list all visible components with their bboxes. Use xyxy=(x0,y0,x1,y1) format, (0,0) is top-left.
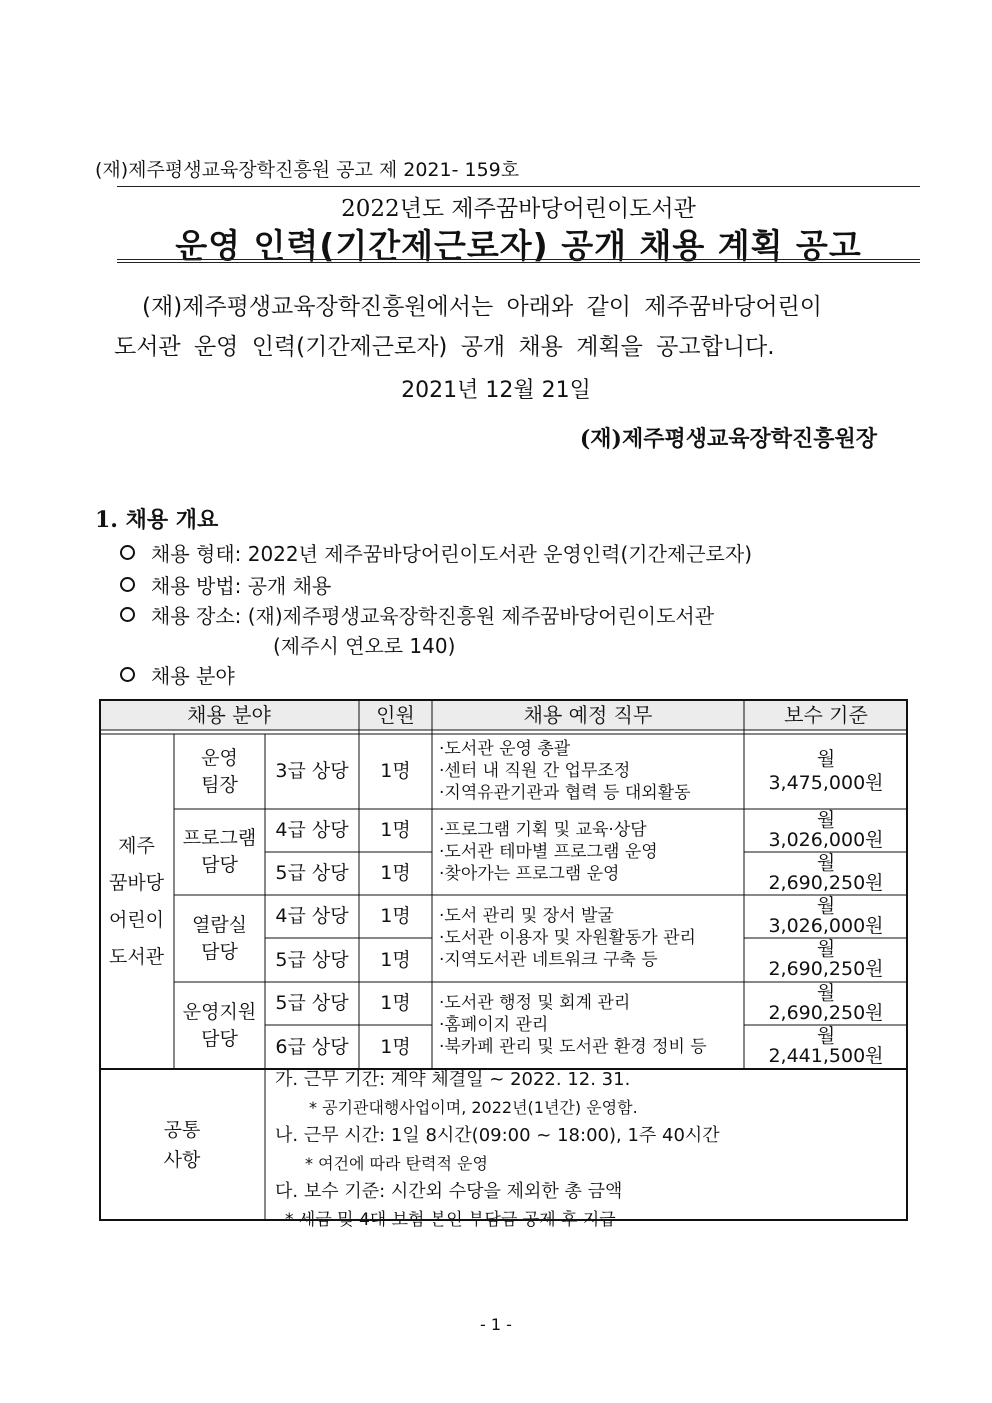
common-terms xyxy=(275,1066,720,1234)
role-line: 담당 xyxy=(201,940,238,963)
pay-amount: 3,026,000원 xyxy=(768,914,884,937)
pay-unit: 월 xyxy=(816,981,836,1004)
role-program xyxy=(174,809,265,895)
circle-bullet-icon xyxy=(120,667,135,682)
duty-line: ·찾아가는 프로그램 운영 xyxy=(439,864,620,884)
bullet-text: 채용 분야 xyxy=(151,664,235,688)
pay-amount: 3,475,000원 xyxy=(768,771,884,794)
org-line: 제주 xyxy=(118,834,155,857)
common-label-line: 공통 xyxy=(163,1119,201,1141)
pay-unit: 월 xyxy=(816,747,836,770)
duty-line: ·도서 관리 및 장서 발굴 xyxy=(439,906,614,926)
count-cell: 1명 xyxy=(380,992,411,1015)
org-line: 도서관 xyxy=(108,945,165,968)
bullet-employment-method xyxy=(120,570,331,599)
signer: (재)제주평생교육장학진흥원장 xyxy=(579,426,877,452)
pay-cell xyxy=(744,982,908,1025)
grade-cell: 5급 상당 xyxy=(275,948,349,971)
bullet-employment-place xyxy=(120,600,714,629)
pay-cell xyxy=(744,1025,908,1069)
common-label xyxy=(99,1069,265,1221)
pay-amount: 2,690,250원 xyxy=(768,871,884,894)
title-line-1: 2022년도 제주꿈바당어린이도서관 xyxy=(341,196,696,222)
duties-reading-room xyxy=(439,905,696,971)
term-line: 다. 보수 기준: 시간외 수당을 제외한 총 금액 xyxy=(275,1181,623,1202)
role-line: 운영지원 xyxy=(182,1000,257,1023)
duty-line: ·도서관 이용자 및 자원활동가 관리 xyxy=(439,928,696,948)
common-label-line: 사항 xyxy=(163,1149,201,1171)
bullet-text: 채용 형태: 2022년 제주꿈바당어린이도서관 운영인력(기간제근로자) xyxy=(151,542,752,566)
intro-line-2: 도서관 운영 인력(기간제근로자) 공개 채용 계획을 공고합니다. xyxy=(114,334,775,360)
pay-unit: 월 xyxy=(816,851,836,874)
duty-line: ·북카페 관리 및 도서관 환경 정비 등 xyxy=(439,1037,707,1057)
title-rule-top xyxy=(117,186,920,187)
title-rule-bottom xyxy=(117,259,920,263)
org-line: 꿈바당 xyxy=(108,871,165,894)
role-line: 담당 xyxy=(201,854,238,876)
bullet-text: 채용 방법: 공개 채용 xyxy=(151,574,332,598)
title-line-2: 운영 인력(기간제근로자) 공개 채용 계획 공고 xyxy=(175,226,862,265)
pay-cell xyxy=(744,852,908,895)
recruitment-table xyxy=(99,699,908,1230)
pay-unit: 월 xyxy=(816,938,836,961)
role-team-lead xyxy=(174,734,265,809)
pay-unit: 월 xyxy=(816,894,836,917)
announcement-date: 2021년 12월 21일 xyxy=(401,378,591,403)
role-line: 프로그램 xyxy=(182,827,257,850)
count-cell: 1명 xyxy=(380,905,411,928)
duty-line: ·프로그램 기획 및 교육·상담 xyxy=(439,820,647,840)
bullet-employment-type xyxy=(120,538,752,567)
pay-unit: 월 xyxy=(816,1025,836,1048)
pay-cell xyxy=(744,734,908,809)
pay-amount: 2,690,250원 xyxy=(768,1001,884,1024)
term-note: * 여건에 따라 탄력적 운영 xyxy=(305,1154,488,1173)
pay-cell xyxy=(744,809,908,852)
circle-bullet-icon xyxy=(120,545,135,560)
grade-cell: 6급 상당 xyxy=(275,1035,349,1058)
header-count: 인원 xyxy=(376,702,415,727)
duty-line: ·홈페이지 관리 xyxy=(439,1015,549,1035)
term-line: 가. 근무 기간: 계약 체결일 ~ 2022. 12. 31. xyxy=(275,1069,631,1090)
header-duties: 채용 예정 직무 xyxy=(523,702,653,727)
role-line: 담당 xyxy=(201,1027,238,1050)
grade-cell: 4급 상당 xyxy=(275,905,349,928)
notice-number: (재)제주평생교육장학진흥원 공고 제 2021- 159호 xyxy=(95,159,520,181)
term-note: * 공기관대행사업이며, 2022년(1년간) 운영함. xyxy=(309,1098,638,1117)
grade-cell: 5급 상당 xyxy=(275,992,349,1015)
org-line: 어린이 xyxy=(108,908,165,931)
count-cell: 1명 xyxy=(380,1035,411,1058)
term-note: * 세금 및 4대 보험 본인 부담금 공제 후 지급 xyxy=(285,1210,616,1230)
term-line: 나. 근무 시간: 1일 8시간(09:00 ~ 18:00), 1주 40시간 xyxy=(275,1125,720,1146)
role-line: 운영 xyxy=(201,746,238,769)
role-support xyxy=(174,982,265,1069)
duties-team-lead xyxy=(439,738,691,804)
circle-bullet-icon xyxy=(120,607,135,622)
grade-cell: 4급 상당 xyxy=(275,819,349,842)
duty-line: ·도서관 운영 총괄 xyxy=(439,739,571,759)
org-name xyxy=(99,734,174,1069)
role-reading-room xyxy=(174,895,265,982)
duties-program xyxy=(439,819,658,885)
duty-line: ·센터 내 직원 간 업무조정 xyxy=(439,761,631,781)
count-cell: 1명 xyxy=(380,948,411,971)
header-pay: 보수 기준 xyxy=(784,702,868,727)
section-title: 1. 채용 개요 xyxy=(95,507,219,533)
bullet-employment-field xyxy=(120,660,235,689)
duties-support xyxy=(439,992,707,1058)
page-number: - 1 - xyxy=(480,1315,512,1334)
grade-cell: 3급 상당 xyxy=(275,760,349,783)
pay-unit: 월 xyxy=(816,808,836,831)
duty-line: ·도서관 행정 및 회계 관리 xyxy=(439,993,631,1013)
role-line: 팀장 xyxy=(201,773,238,796)
pay-amount: 2,441,500원 xyxy=(768,1045,884,1067)
intro-line-1: (재)제주평생교육장학진흥원에서는 아래와 같이 제주꿈바당어린이 xyxy=(142,294,822,320)
pay-cell xyxy=(744,938,908,982)
pay-amount: 3,026,000원 xyxy=(768,828,884,851)
count-cell: 1명 xyxy=(380,819,411,842)
duty-line: ·지역도서관 네트워크 구축 등 xyxy=(439,950,658,970)
circle-bullet-icon xyxy=(120,577,135,592)
bullet-address: (제주시 연오로 140) xyxy=(273,634,456,658)
duty-line: ·도서관 테마별 프로그램 운영 xyxy=(439,842,658,862)
count-cell: 1명 xyxy=(380,862,411,885)
count-cell: 1명 xyxy=(380,760,411,783)
grade-cell: 5급 상당 xyxy=(275,862,349,885)
role-line: 열람실 xyxy=(191,913,248,936)
pay-amount: 2,690,250원 xyxy=(768,958,884,980)
pay-cell xyxy=(744,895,908,938)
header-field: 채용 분야 xyxy=(187,702,271,727)
bullet-text: 채용 장소: (재)제주평생교육장학진흥원 제주꿈바당어린이도서관 xyxy=(151,604,715,628)
duty-line: ·지역유관기관과 협력 등 대외활동 xyxy=(439,783,691,803)
